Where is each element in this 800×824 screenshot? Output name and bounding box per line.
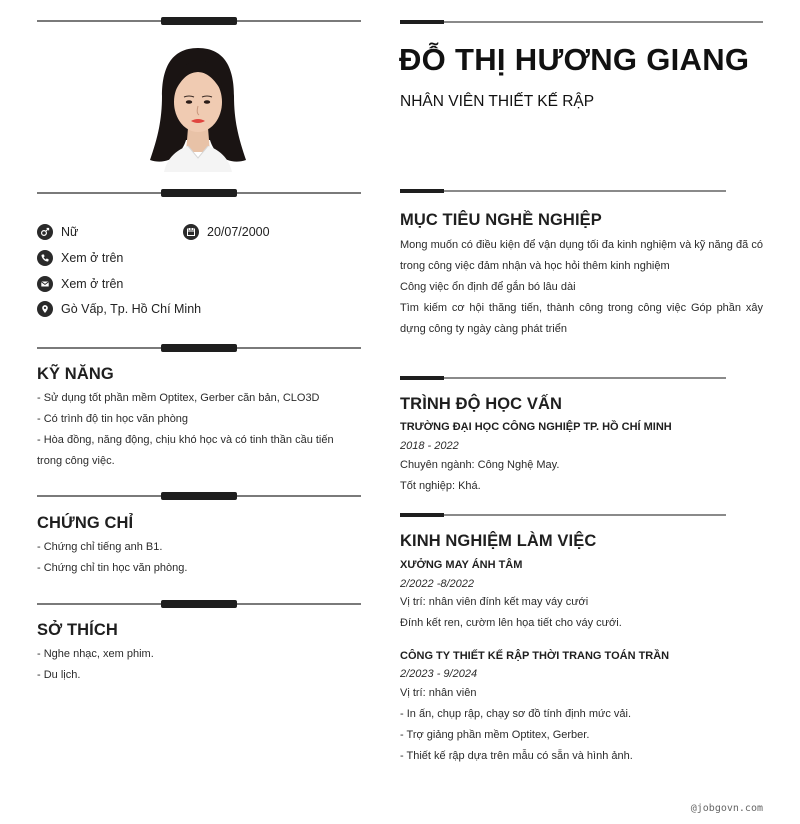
contact-email (37, 276, 123, 292)
list-item: - Chứng chỉ tin học văn phòng. (37, 562, 188, 574)
job-line: - In ấn, chụp rập, chạy sơ đồ tính định mức vải. (400, 708, 632, 720)
job-period: 2/2022 -8/2022 (400, 578, 475, 590)
education-school: TRƯỜNG ĐẠI HỌC CÔNG NGHIỆP TP. HỒ CHÍ MINH (400, 421, 672, 433)
job-line: Vị trí: nhân viên đính kết may váy cưới (400, 596, 589, 608)
objective-text (400, 235, 763, 340)
skills-title: KỸ NĂNG (37, 365, 114, 383)
objective-line: Mong muốn có điều kiện để vận dụng tối đa kinh nghiệm và kỹ năng đã có trong công việc đảm nhận và học hỏi thêm kinh nghiệm (400, 239, 763, 272)
address-value: Gò Vấp, Tp. Hồ Chí Minh (61, 302, 202, 316)
contact-address (37, 301, 201, 317)
job-company: CÔNG TY THIẾT KẾ RẬP THỜI TRANG TOÁN TRẦN (400, 650, 670, 662)
skills-list (37, 388, 347, 472)
candidate-name: ĐỖ THỊ HƯƠNG GIANG (399, 42, 750, 77)
objective-line: Tìm kiếm cơ hội thăng tiến, thành công trong công việc Góp phần xây dựng công ty ngày càng phát triển (400, 302, 763, 335)
divider-before-education (400, 377, 726, 379)
gender-icon (37, 224, 53, 240)
list-item: - Có trình độ tin học văn phòng (37, 413, 189, 425)
email-value: Xem ở trên (61, 277, 124, 291)
contact-gender (37, 224, 78, 240)
job-company: XƯỞNG MAY ÁNH TÂM (400, 559, 523, 571)
job-line: Đính kết ren, cườm lên họa tiết cho váy cưới. (400, 617, 622, 629)
location-icon (37, 301, 53, 317)
list-item: - Nghe nhạc, xem phim. (37, 648, 154, 660)
divider-top-left (37, 20, 361, 22)
education-details (400, 455, 763, 497)
watermark: @jobgovn.com (690, 803, 763, 814)
divider-before-skills (37, 347, 361, 349)
education-period: 2018 - 2022 (400, 440, 459, 452)
job-line: - Thiết kế rập dựa trên mẫu có sẵn và hình ảnh. (400, 750, 633, 762)
objective-line: Công việc ổn định để gắn bó lâu dài (400, 281, 576, 293)
job-line: Vị trí: nhân viên (400, 687, 477, 699)
education-major: Chuyên ngành: Công Nghệ May. (400, 459, 560, 471)
calendar-icon (183, 224, 199, 240)
certificates-title: CHỨNG CHỈ (37, 514, 134, 532)
job-details (400, 592, 763, 634)
divider-before-certificates (37, 495, 361, 497)
phone-icon (37, 250, 53, 266)
email-icon (37, 276, 53, 292)
divider-before-experience (400, 514, 726, 516)
job-period: 2/2023 - 9/2024 (400, 668, 478, 680)
job-details (400, 683, 763, 767)
education-title: TRÌNH ĐỘ HỌC VẤN (400, 395, 563, 413)
phone-value: Xem ở trên (61, 251, 124, 265)
divider-below-photo (37, 192, 361, 194)
job-line: - Trợ giảng phần mềm Optitex, Gerber. (400, 729, 590, 741)
objective-title: MỤC TIÊU NGHỀ NGHIỆP (400, 211, 602, 229)
list-item: - Sử dụng tốt phần mềm Optitex, Gerber căn bản, CLO3D (37, 392, 320, 404)
contact-birthday (183, 224, 270, 240)
certificates-list (37, 537, 347, 579)
hobbies-title: SỞ THÍCH (37, 621, 118, 639)
hobbies-list (37, 644, 347, 686)
divider-before-hobbies (37, 603, 361, 605)
contact-phone (37, 250, 123, 266)
gender-value: Nữ (61, 225, 79, 239)
education-graduation: Tốt nghiệp: Khá. (400, 480, 481, 492)
birthday-value: 20/07/2000 (207, 225, 270, 239)
list-item: - Chứng chỉ tiếng anh B1. (37, 541, 163, 553)
candidate-role: NHÂN VIÊN THIẾT KẾ RẬP (400, 93, 595, 110)
experience-title: KINH NGHIỆM LÀM VIỆC (400, 532, 597, 550)
list-item: - Du lịch. (37, 669, 81, 681)
divider-before-objective (400, 190, 726, 192)
divider-top-right (400, 21, 763, 23)
profile-photo (148, 44, 248, 172)
list-item: - Hòa đồng, năng động, chịu khó học và có tinh thần cầu tiến trong công việc. (37, 434, 334, 467)
